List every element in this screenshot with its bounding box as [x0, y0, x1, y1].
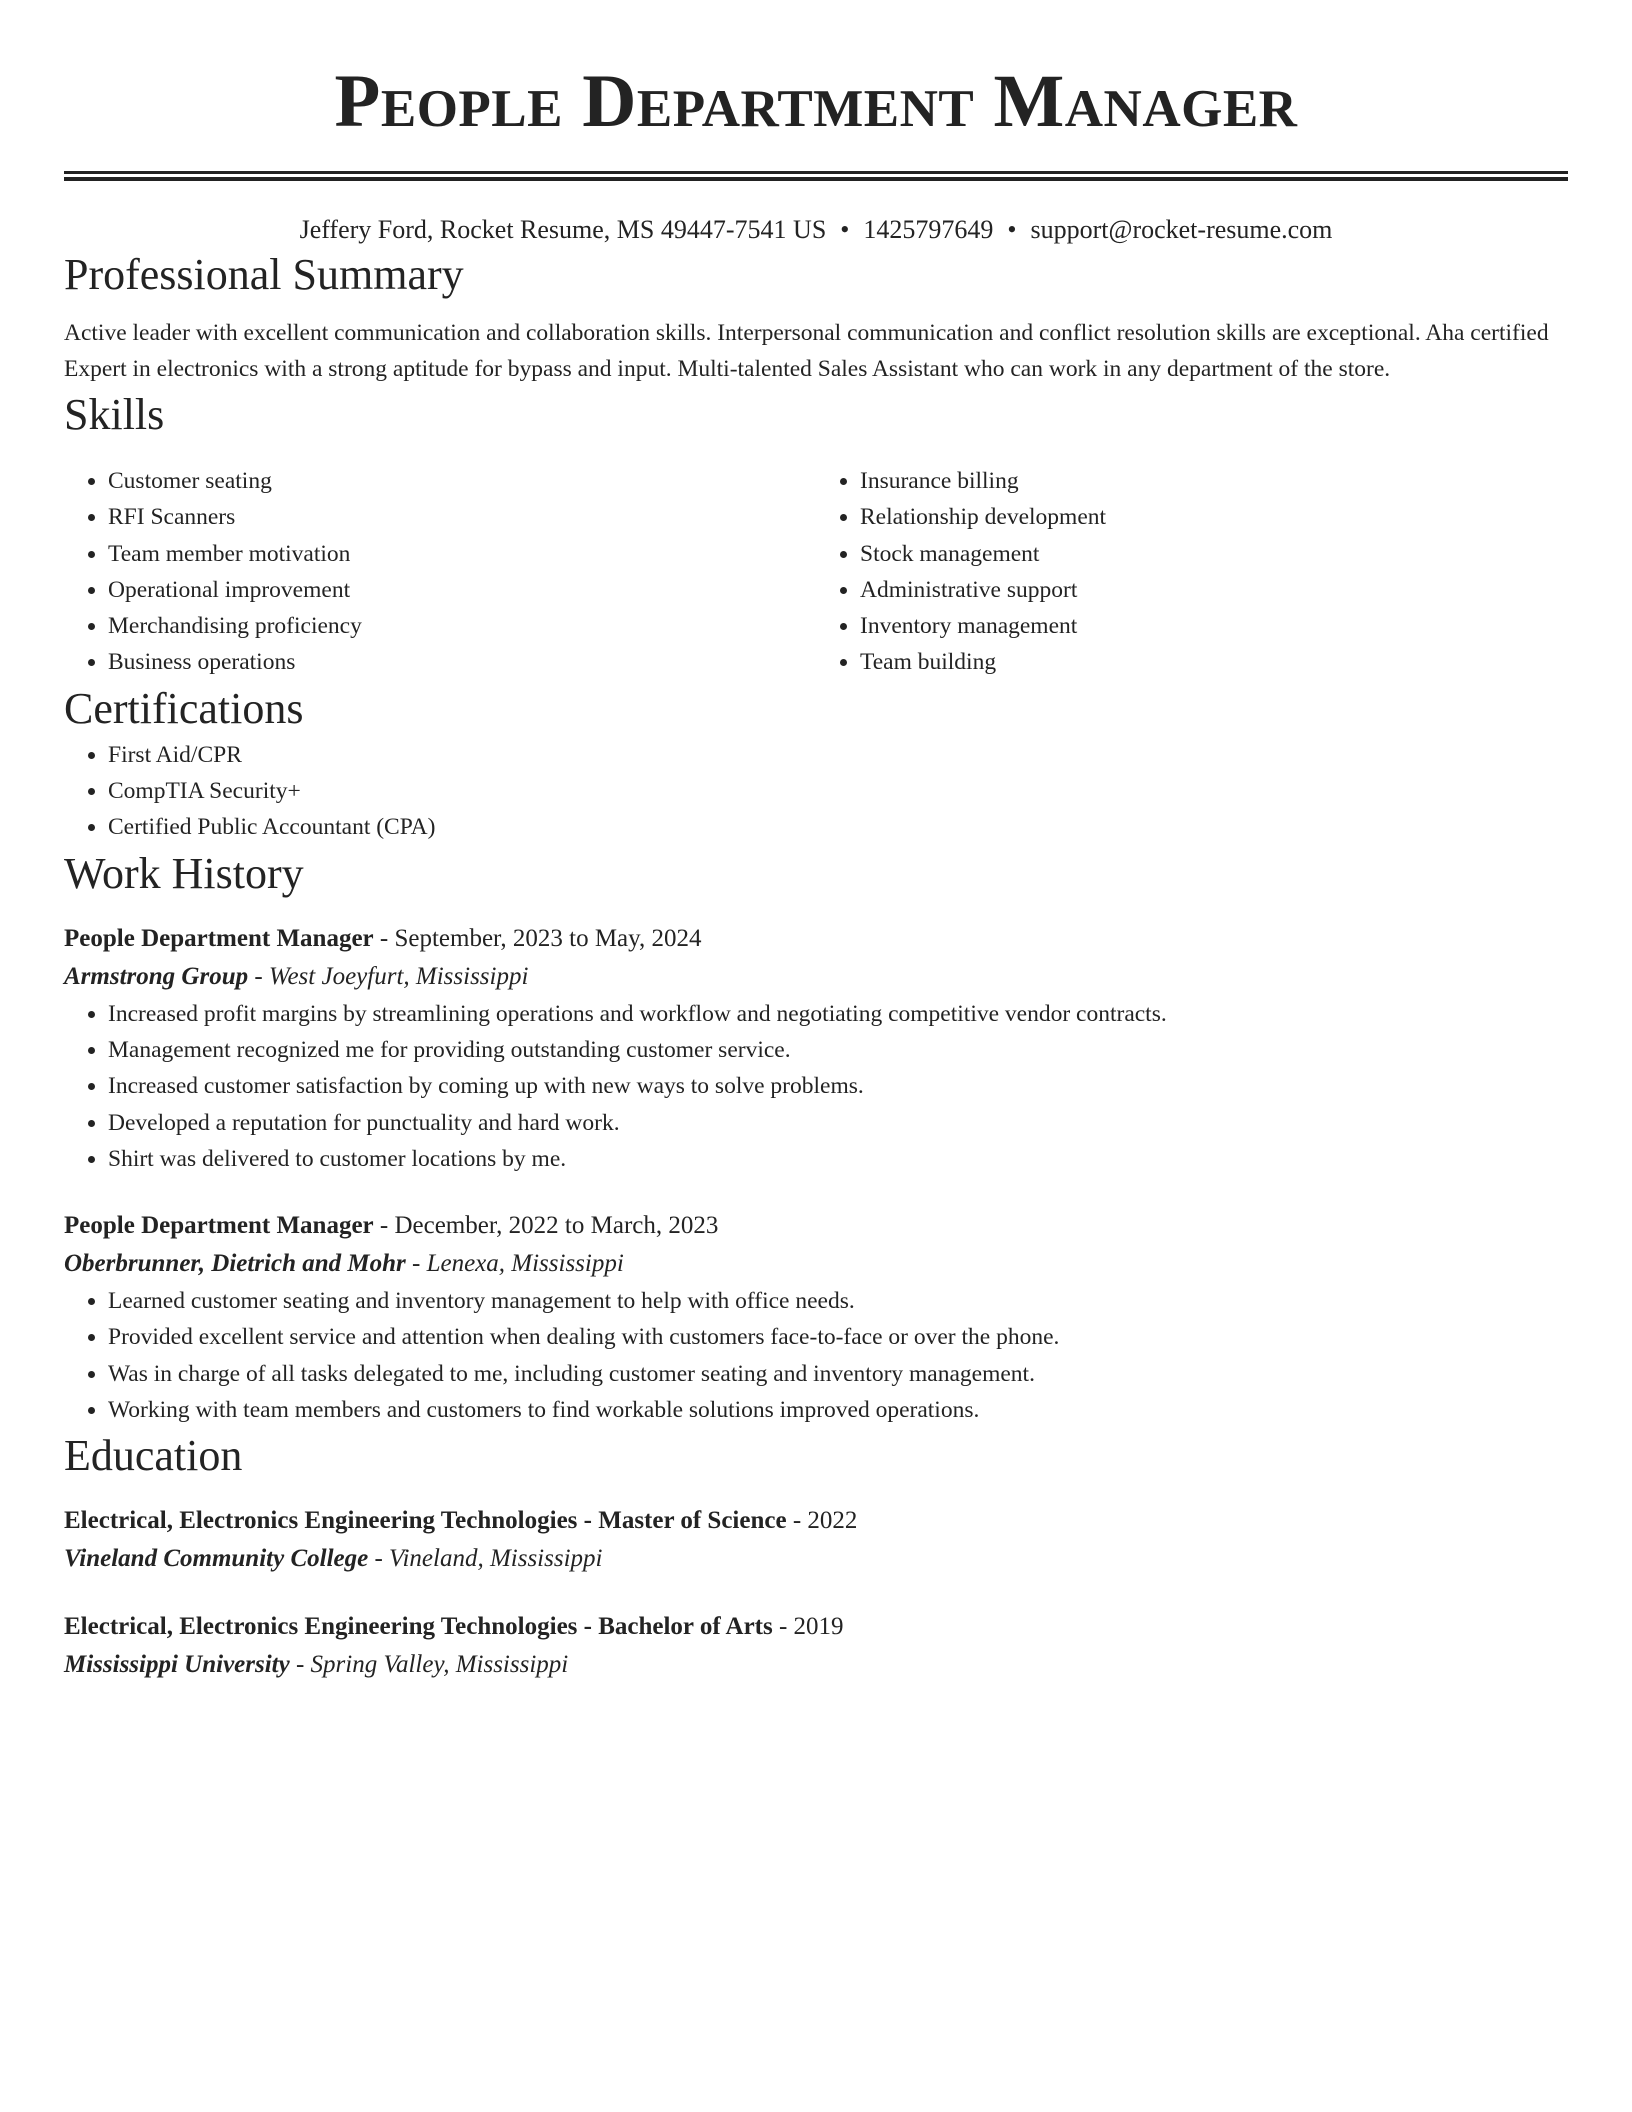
certifications-list — [64, 737, 1568, 846]
education-school-line — [64, 1646, 1568, 1684]
skill-item: • Operational improvement — [108, 572, 816, 608]
education-school: Vineland Community College — [64, 1545, 369, 1573]
job-role: People Department Manager — [64, 1212, 374, 1240]
contact-separator: • — [1007, 215, 1017, 244]
job-duty-item: • Learned customer seating and inventory management to help with office needs. — [108, 1283, 1568, 1319]
job-dates: - December, 2022 to March, 2023 — [373, 1212, 719, 1240]
education-heading: Education — [64, 1431, 243, 1481]
job-duty-item: • Was in charge of all tasks delegated to me, including customer seating and inventory management. — [108, 1356, 1568, 1392]
job-duties-list — [64, 1283, 1568, 1428]
skill-item: • Stock management — [860, 536, 1568, 572]
resume-name-title: People Department Manager — [334, 60, 1298, 143]
contact-separator: • — [840, 215, 850, 244]
job-company: Oberbrunner, Dietrich and Mohr — [64, 1250, 406, 1278]
contact-address: Jeffery Ford, Rocket Resume, MS 49447-7541 US — [299, 215, 827, 244]
job-duty-item: • Increased customer satisfaction by coming up with new ways to solve problems. — [108, 1068, 1568, 1104]
skill-item: • Team building — [860, 644, 1568, 680]
job-company-line — [64, 1245, 1568, 1283]
skill-item: • Team member motivation — [108, 536, 816, 572]
job-company-line — [64, 958, 1568, 996]
skill-item: • Inventory management — [860, 608, 1568, 644]
skill-item: • Merchandising proficiency — [108, 608, 816, 644]
skills-grid — [64, 463, 1568, 681]
skill-item: • Business operations — [108, 644, 816, 680]
certifications-heading: Certifications — [64, 683, 304, 733]
skills-list-left — [64, 463, 816, 681]
certification-item: • CompTIA Security+ — [108, 773, 1568, 809]
job-duty-item: • Shirt was delivered to customer locations by me. — [108, 1141, 1568, 1177]
education-school-line — [64, 1540, 1568, 1578]
contact-phone: 1425797649 — [863, 215, 994, 244]
skill-item: • Administrative support — [860, 572, 1568, 608]
education-degree: Electrical, Electronics Engineering Technologies - Master of Science — [64, 1507, 787, 1535]
job-duty-item: • Working with team members and customers to find workable solutions improved operations. — [108, 1392, 1568, 1428]
education-location: - Spring Valley, Mississippi — [289, 1651, 569, 1679]
job-dates: - September, 2023 to May, 2024 — [373, 924, 702, 952]
summary-heading: Professional Summary — [64, 250, 464, 299]
header-double-rule — [64, 171, 1568, 181]
education-year: - 2022 — [786, 1507, 858, 1535]
skills-heading: Skills — [64, 390, 165, 439]
job-header — [64, 920, 1568, 958]
job-duty-item: • Management recognized me for providing outstanding customer service. — [108, 1032, 1568, 1068]
job-location: - West Joeyfurt, Mississippi — [248, 962, 529, 990]
education-header — [64, 1608, 1568, 1646]
job-duty-item: • Increased profit margins by streamlining operations and workflow and negotiating competitive vendor contracts. — [108, 996, 1568, 1032]
education-degree: Electrical, Electronics Engineering Technologies - Bachelor of Arts — [64, 1613, 773, 1641]
education-year: - 2019 — [772, 1613, 844, 1641]
education-school: Mississippi University — [64, 1651, 290, 1679]
education-header — [64, 1502, 1568, 1540]
certification-item: • First Aid/CPR — [108, 737, 1568, 773]
summary-text: Active leader with excellent communication and collaboration skills. Interpersonal communication and conflict resolution skills are exceptional. Aha certified Expert in electronics with a strong aptitude for bypass and input. Multi-talented Sales Assistant who can work in any department of the store. — [64, 320, 1549, 382]
job-location: - Lenexa, Mississippi — [405, 1250, 624, 1278]
job-header — [64, 1207, 1568, 1245]
education-location: - Vineland, Mississippi — [368, 1545, 603, 1573]
skills-list-right — [816, 463, 1568, 681]
job-duty-item: • Developed a reputation for punctuality and hard work. — [108, 1105, 1568, 1141]
job-duty-item: • Provided excellent service and attention when dealing with customers face-to-face or over the phone. — [108, 1319, 1568, 1355]
certification-item: • Certified Public Accountant (CPA) — [108, 809, 1568, 845]
job-company: Armstrong Group — [64, 962, 249, 990]
skill-item: • Customer seating — [108, 463, 816, 499]
contact-line — [64, 213, 1568, 247]
skill-item: • RFI Scanners — [108, 499, 816, 535]
work-history-heading: Work History — [64, 848, 304, 898]
job-role: People Department Manager — [64, 924, 374, 952]
contact-email: support@rocket-resume.com — [1030, 215, 1333, 244]
skill-item: • Insurance billing — [860, 463, 1568, 499]
job-duties-list — [64, 996, 1568, 1177]
skill-item: • Relationship development — [860, 499, 1568, 535]
